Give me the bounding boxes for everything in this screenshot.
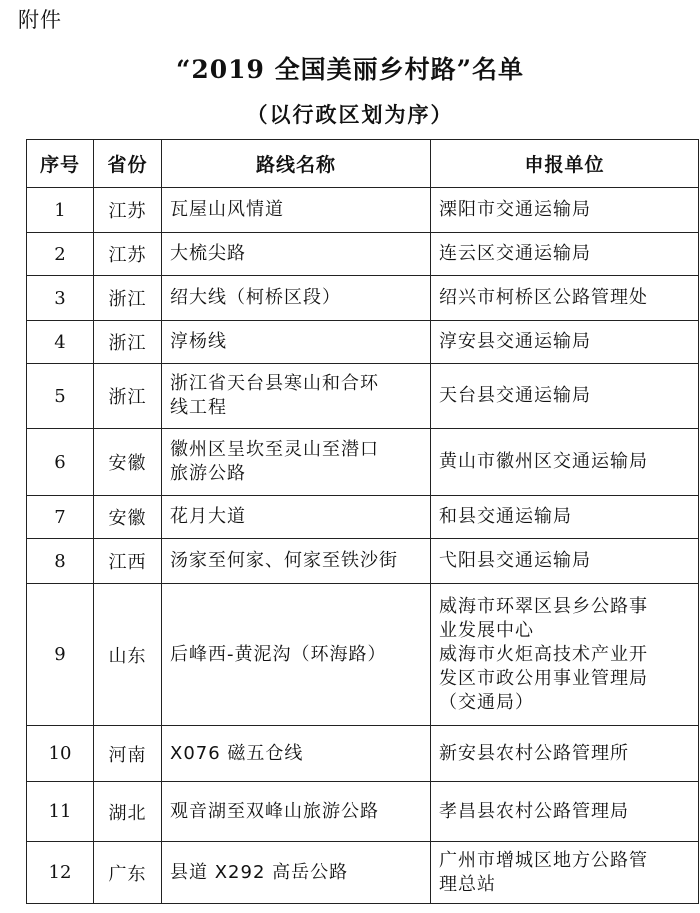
table-row <box>27 188 699 233</box>
column-header-reporting-unit: 申报单位 <box>431 140 699 188</box>
row-province: 浙江 <box>94 321 162 364</box>
table-row <box>27 726 699 782</box>
row-route-name: 瓦屋山风情道 <box>162 188 431 233</box>
row-province: 江西 <box>94 539 162 584</box>
table-body <box>27 188 699 904</box>
row-reporting-unit: 威海市环翠区县乡公路事 业发展中心 威海市火炬高技术产业开 发区市政公用事业管理局 （交通局） <box>431 584 699 726</box>
table-row <box>27 321 699 364</box>
row-reporting-unit: 新安县农村公路管理所 <box>431 726 699 782</box>
row-route-name: 观音湖至双峰山旅游公路 <box>162 782 431 842</box>
row-reporting-unit: 孝昌县农村公路管理局 <box>431 782 699 842</box>
table-row <box>27 429 699 496</box>
row-route-name: 徽州区呈坎至灵山至潜口 旅游公路 <box>162 429 431 496</box>
row-route-name: 花月大道 <box>162 496 431 539</box>
row-route-name: 县道 X292 高岳公路 <box>162 842 431 904</box>
document-subtitle: （以行政区划为序） <box>246 102 454 127</box>
row-reporting-unit: 广州市增城区地方公路管 理总站 <box>431 842 699 904</box>
row-reporting-unit: 连云区交通运输局 <box>431 233 699 276</box>
row-number: 11 <box>27 782 94 842</box>
table-row <box>27 276 699 321</box>
row-number: 7 <box>27 496 94 539</box>
table-row <box>27 496 699 539</box>
row-number: 4 <box>27 321 94 364</box>
row-number: 9 <box>27 584 94 726</box>
row-reporting-unit: 淳安县交通运输局 <box>431 321 699 364</box>
table-row <box>27 233 699 276</box>
row-reporting-unit: 黄山市徽州区交通运输局 <box>431 429 699 496</box>
row-route-name: 绍大线（柯桥区段） <box>162 276 431 321</box>
attachment-label: 附件 <box>18 8 62 32</box>
row-number: 10 <box>27 726 94 782</box>
row-number: 1 <box>27 188 94 233</box>
row-number: 8 <box>27 539 94 584</box>
row-province: 山东 <box>94 584 162 726</box>
road-list-table <box>26 139 699 904</box>
row-number: 12 <box>27 842 94 904</box>
row-reporting-unit: 溧阳市交通运输局 <box>431 188 699 233</box>
row-route-name: 后峰西-黄泥沟（环海路） <box>162 584 431 726</box>
table-row <box>27 782 699 842</box>
row-reporting-unit: 绍兴市柯桥区公路管理处 <box>431 276 699 321</box>
row-province: 广东 <box>94 842 162 904</box>
row-route-name: 浙江省天台县寒山和合环 线工程 <box>162 364 431 429</box>
row-number: 3 <box>27 276 94 321</box>
column-header-route-name: 路线名称 <box>162 140 431 188</box>
row-province: 河南 <box>94 726 162 782</box>
table-row <box>27 842 699 904</box>
row-route-name: 大梳尖路 <box>162 233 431 276</box>
row-reporting-unit: 弋阳县交通运输局 <box>431 539 699 584</box>
table-row <box>27 364 699 429</box>
row-route-name: 汤家至何家、何家至铁沙街 <box>162 539 431 584</box>
row-province: 江苏 <box>94 233 162 276</box>
row-reporting-unit: 天台县交通运输局 <box>431 364 699 429</box>
table-row <box>27 539 699 584</box>
column-header-number: 序号 <box>27 140 94 188</box>
row-province: 浙江 <box>94 276 162 321</box>
row-province: 安徽 <box>94 496 162 539</box>
table-header-row <box>27 140 699 188</box>
row-number: 2 <box>27 233 94 276</box>
row-reporting-unit: 和县交通运输局 <box>431 496 699 539</box>
row-province: 浙江 <box>94 364 162 429</box>
table-row <box>27 584 699 726</box>
column-header-province: 省份 <box>94 140 162 188</box>
row-province: 江苏 <box>94 188 162 233</box>
row-route-name: X076 磁五仓线 <box>162 726 431 782</box>
row-province: 湖北 <box>94 782 162 842</box>
row-number: 6 <box>27 429 94 496</box>
row-number: 5 <box>27 364 94 429</box>
row-province: 安徽 <box>94 429 162 496</box>
row-route-name: 淳杨线 <box>162 321 431 364</box>
document-title: “2019 全国美丽乡村路”名单 <box>175 55 525 84</box>
